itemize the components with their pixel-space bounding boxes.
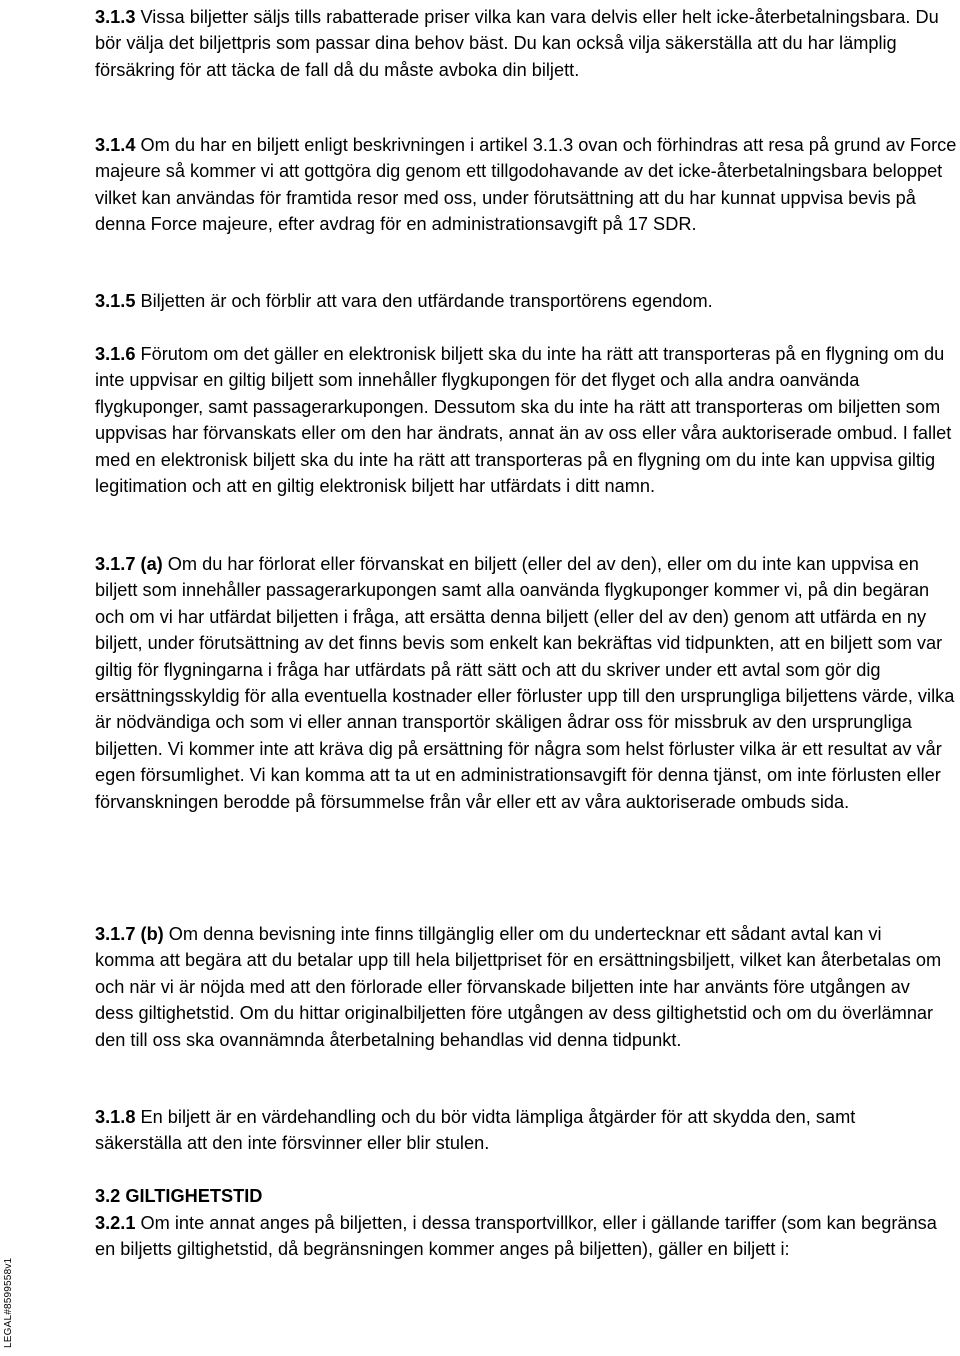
section-3-1-6	[95, 341, 957, 499]
section-number: 3.1.8	[95, 1107, 136, 1127]
section-sub-label: (b)	[135, 924, 164, 944]
section-3-1-5	[95, 288, 945, 314]
section-3-1-8	[95, 1104, 945, 1157]
section-number: 3.1.6	[95, 344, 136, 364]
section-number: 3.1.4	[95, 135, 136, 155]
section-number: 3.1.5	[95, 291, 136, 311]
section-number: 3.1.7	[95, 924, 136, 944]
section-text: Förutom om det gäller en elektronisk biljett ska du inte ha rätt att transporteras på en flygning om du inte uppvisar en giltig biljett som innehåller flygkupongen för det flyget och alla andra oanvända flygkuponger, samt passagerarkupongen. Dessutom ska du inte ha rätt att transporteras om biljetten som uppvisas har förvanskats eller om den har ändrats, annat än av oss eller våra auktoriserade ombud. I fallet med en elektronisk biljett ska du inte ha rätt att transporteras på en flygning om du inte kan uppvisa giltig legitimation och att en giltig elektronisk biljett har utfärdats i ditt namn.	[95, 344, 952, 497]
section-number: 3.2.1	[95, 1213, 136, 1233]
section-text: Om du har förlorat eller förvanskat en biljett (eller del av den), eller om du inte kan uppvisa en biljett som innehåller passagerarkupongen samt alla oanvända flygkuponger kommer vi, på din begäran och om vi har utfärdat biljetten i fråga, att ersätta denna biljett (eller del av den) genom att utfärda en ny biljett, under förutsättning av det finns bevis som enkelt kan bekräftas vid tidpunkten, att en biljett som var giltig för flygningarna i fråga har utfärdats på rätt sätt och att du skriver under ett avtal som gör dig ersättningsskyldig för alla eventuella kostnader eller förluster upp till den ursprungliga biljettens värde, vilka är nödvändiga och som vi eller annan transportör skäligen ådrar oss för missbruk av den ursprungliga biljetten. Vi kommer inte att kräva dig på ersättning för några som helst förluster vilka är ett resultat av vår egen försumlighet. Vi kan komma att ta ut en administrationsavgift för denna tjänst, om inte förlusten eller förvanskningen berodde på försummelse från vår eller ett av våra auktoriserade ombuds sida.	[95, 554, 955, 812]
section-text: Vissa biljetter säljs tills rabatterade priser vilka kan vara delvis eller helt icke-återbetalningsbara. Du bör välja det biljettpris som passar dina behov bäst. Du kan också vilja säkerställa att du har lämplig försäkring för att täcka de fall då du måste avboka din biljett.	[95, 7, 939, 80]
section-text: Om inte annat anges på biljetten, i dessa transportvillkor, eller i gällande tariffer (som kan begränsa en biljetts giltighetstid, då begränsningen kommer anges på biljetten), gäller en biljett i:	[95, 1213, 937, 1260]
section-sub-label: (a)	[135, 554, 163, 574]
section-text: Om du har en biljett enligt beskrivningen i artikel 3.1.3 ovan och förhindras att resa på grund av Force majeure så kommer vi att gottgöra dig genom ett tillgodohavande av det icke-återbetalningsbara beloppet vilket kan användas för framtida resor med oss, under förutsättning att du har kunnat uppvisa bevis på denna Force majeure, efter avdrag för en administrationsavgift på 17 SDR.	[95, 135, 957, 235]
section-3-2-1	[95, 1210, 960, 1263]
section-3-1-3	[95, 4, 945, 83]
section-3-1-7b	[95, 921, 945, 1053]
section-number: 3.1.7	[95, 554, 136, 574]
heading-3-2: 3.2 GILTIGHETSTID	[95, 1186, 263, 1206]
section-3-1-7a	[95, 551, 960, 815]
document-id-label: LEGAL#8599558v1	[3, 1257, 14, 1348]
section-text: Biljetten är och förblir att vara den utfärdande transportörens egendom.	[135, 291, 713, 311]
section-number: 3.1.3	[95, 7, 136, 27]
section-text: En biljett är en värdehandling och du bör vidta lämpliga åtgärder för att skydda den, samt säkerställa att den inte försvinner eller blir stulen.	[95, 1107, 856, 1154]
section-3-1-4	[95, 132, 957, 238]
section-text: Om denna bevisning inte finns tillgänglig eller om du undertecknar ett sådant avtal kan vi komma att begära att du betalar upp till hela biljettpriset för en ersättningsbiljett, vilket kan återbetalas om och när vi är nöjda med att den förlorade eller förvanskade biljetten inte har använts före utgången av dess giltighetstid. Om du hittar originalbiljetten före utgången av dess giltighetstid och om du överlämnar den till oss ska ovannämnda återbetalning behandlas vid denna tidpunkt.	[95, 924, 942, 1050]
